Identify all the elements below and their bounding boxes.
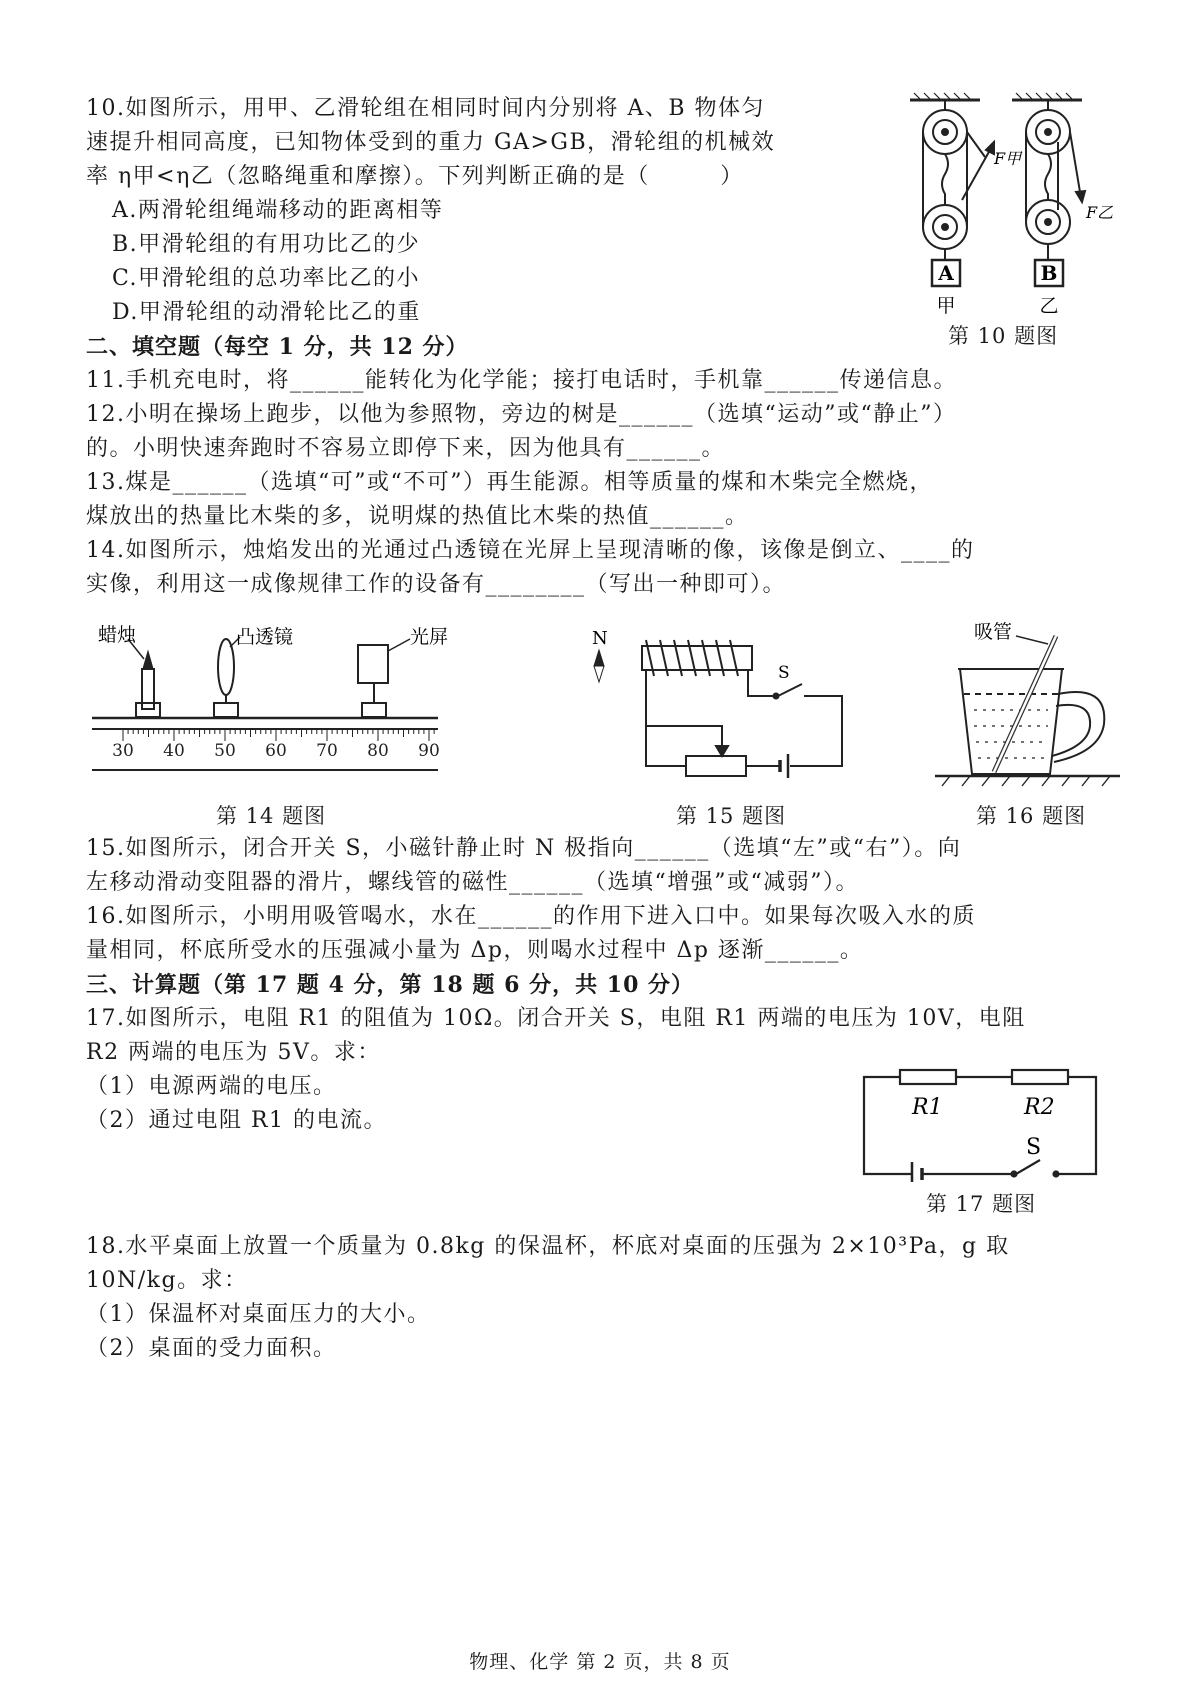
q14-tick-label: 90 [418,741,440,761]
q18-line-2: 10N/kg。求： [86,1268,248,1293]
q14-tick-label: 30 [112,741,134,761]
q10-line-3: 率 η甲<η乙（忽略绳重和摩擦）。下列判断正确的是（ ） [86,164,744,189]
q11-line-1: 11.手机充电时，将______能转化为化学能；接打电话时，手机靠______传递信息。 [86,368,957,393]
q10-label-b: B [1040,261,1058,285]
q12-line-2: 的。小明快速奔跑时不容易立即停下来，因为他具有______。 [86,436,726,461]
q16-figure [930,614,1130,789]
q10-caption: 第 10 题图 [948,324,1059,348]
q10-label-jia: 甲 [936,295,956,317]
q15-line-2: 左移动滑动变阻器的滑片，螺线管的磁性______（选填“增强”或“减弱”）。 [86,870,859,895]
q14-caption: 第 14 题图 [216,804,327,828]
q10-label-a: A [938,261,954,285]
q17-label-s: S [1026,1135,1042,1160]
q14-label-screen: 光屏 [410,626,449,648]
q17-caption: 第 17 题图 [926,1192,1037,1216]
q10-force-yi: F乙 [1086,203,1114,222]
q16-caption: 第 16 题图 [976,804,1087,828]
q14-tick-label: 60 [265,741,287,761]
section2-heading: 二、填空题（每空 1 分，共 12 分） [86,334,469,360]
q17-figure [860,1062,1100,1182]
q16-line-1: 16.如图所示，小明用吸管喝水，水在______的作用下进入口中。如果每次吸入水的质 [86,904,976,929]
q17-sub-2: （2）通过电阻 R1 的电流。 [86,1108,388,1133]
q14-line-2: 实像，利用这一成像规律工作的设备有________（写出一种即可）。 [86,572,787,597]
q14-tick-label: 50 [214,741,236,761]
q17-label-r1: R1 [912,1095,943,1120]
q14-label-candle: 蜡烛 [98,625,137,646]
q17-line-1: 17.如图所示，电阻 R1 的阻值为 10Ω。闭合开关 S，电阻 R1 两端的电压为 10V，电阻 [86,1006,1026,1031]
q10-label-yi: 乙 [1039,295,1059,317]
q10-line-2: 速提升相同高度，已知物体受到的重力 GA>GB，滑轮组的机械效 [86,130,776,155]
q13-line-1: 13.煤是______（选填“可”或“不可”）再生能源。相等质量的煤和木柴完全燃烧， [86,470,933,495]
q14-tick-label: 70 [316,741,338,761]
q10-option-a: A.两滑轮组绳端移动的距离相等 [112,198,444,223]
q14-tick-label: 80 [367,741,389,761]
q14-line-1: 14.如图所示，烛焰发出的光通过凸透镜在光屏上呈现清晰的像，该像是倒立、____的 [86,538,975,563]
q10-line-1: 10.如图所示，用甲、乙滑轮组在相同时间内分别将 A、B 物体匀 [86,96,766,121]
q14-tick-label: 40 [163,741,185,761]
q10-option-c: C.甲滑轮组的总功率比乙的小 [112,266,421,291]
q10-option-d: D.甲滑轮组的动滑轮比乙的重 [112,300,421,325]
q16-line-2: 量相同，杯底所受水的压强减小量为 Δp，则喝水过程中 Δp 逐渐______。 [86,938,864,963]
q15-line-1: 15.如图所示，闭合开关 S，小磁针静止时 N 极指向______（选填“左”或“右”）。向 [86,836,962,861]
q15-label-s: S [778,663,790,683]
q15-caption: 第 15 题图 [676,804,787,828]
page-footer: 物理、化学 第 2 页，共 8 页 [469,1651,731,1673]
q17-label-r2: R2 [1024,1095,1055,1120]
q14-label-lens: 凸透镜 [236,626,294,648]
q13-line-2: 煤放出的热量比木柴的多，说明煤的热值比木柴的热值______。 [86,504,749,529]
q16-label-straw: 吸管 [974,621,1013,643]
q10-force-jia: F甲 [994,149,1022,168]
q18-line-1: 18.水平桌面上放置一个质量为 0.8kg 的保温杯，杯底对桌面的压强为 2×10³Pa，g 取 [86,1234,1010,1259]
q15-label-n: N [592,628,608,649]
q18-sub-1: （1）保温杯对桌面压力的大小。 [86,1302,431,1327]
q18-sub-2: （2）桌面的受力面积。 [86,1336,337,1361]
q12-line-1: 12.小明在操场上跑步，以他为参照物，旁边的树是______（选填“运动”或“静止”） [86,402,957,427]
q10-option-b: B.甲滑轮组的有用功比乙的少 [112,232,421,257]
q14-figure [88,625,488,785]
q17-sub-1: （1）电源两端的电压。 [86,1074,337,1099]
section3-heading: 三、计算题（第 17 题 4 分，第 18 题 6 分，共 10 分） [86,972,695,998]
q10-figure [890,92,1120,332]
q17-line-2: R2 两端的电压为 5V。求： [86,1040,381,1065]
q15-figure [582,626,852,786]
